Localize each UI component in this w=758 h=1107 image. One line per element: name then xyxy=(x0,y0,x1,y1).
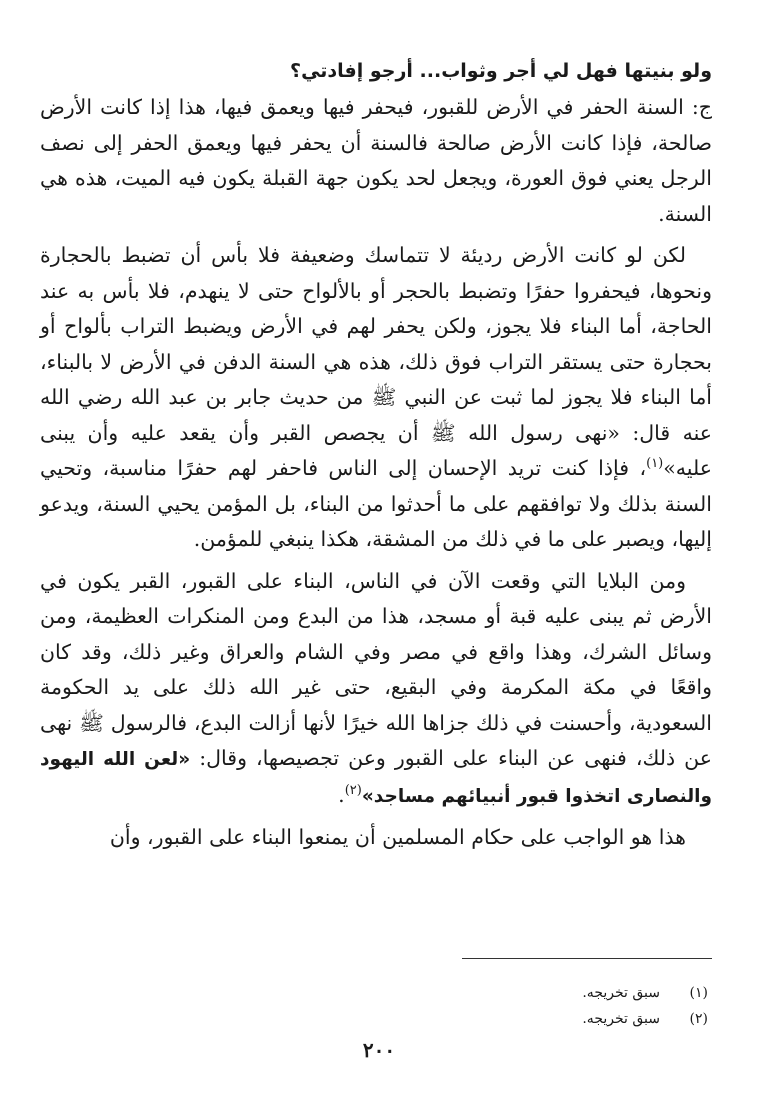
answer-paragraph-4 xyxy=(40,820,712,856)
answer-paragraph-1 xyxy=(40,90,712,232)
text-segment: . xyxy=(338,782,345,807)
footnotes xyxy=(40,980,708,1032)
answer-paragraph-2 xyxy=(40,238,712,558)
footnote-number: (١) xyxy=(689,985,708,1001)
answer-paragraph-3 xyxy=(40,564,712,815)
footnote-text: سبق تخريجه. xyxy=(582,1011,660,1027)
text-segment: ج: السنة الحفر في الأرض للقبور، فيحفر فيها ويعمق فيها، هذا إذا كانت الأرض صالحة، فإذا كانت الأرض صالحة فالسنة أن يحفر فيها ويعمق الحفر إلى نصف الرجل يعني فوق العورة، ويجعل لحد يكون جهة القبلة يكون فيه الميت، هذه هي السنة. xyxy=(40,95,712,226)
footnote-text: سبق تخريجه. xyxy=(582,985,660,1001)
page-number: ٢٠٠ xyxy=(362,1038,396,1062)
footnote-item xyxy=(40,1006,708,1032)
text-segment: لكن لو كانت الأرض رديئة لا تتماسك وضعيفة فلا بأس أن تضبط بالحجارة ونحوها، فيحفروا حفرًا وتضبط بالحجر أو بالألواح حتى لا ينهدم، فلا بأس به عند الحاجة، أما البناء فلا يجوز، ولكن يحفر لهم في الأرض ويضبط التراب بألواح أو بحجارة حتى يستقر التراب فوق ذلك، هذه هي السنة الدفن في الأرض لا بالبناء، أما البناء فلا يجوز لما ثبت عن النبي ﷺ من حديث جابر بن عبد الله رضي الله عنه قال: «نهى رسول الله ﷺ أن يجصص القبر وأن يقعد عليه وأن يبنى عليه» xyxy=(40,243,712,480)
footnote-divider xyxy=(462,958,712,959)
footnote-ref-1: (١) xyxy=(646,456,664,472)
text-segment: هذا هو الواجب على حكام المسلمين أن يمنعوا البناء على القبور، وأن xyxy=(109,825,686,849)
hadith-quote: «لعن الله اليهود والنصارى اتخذوا قبور أنبيائهم مساجد» xyxy=(40,749,712,807)
text-segment: ومن البلايا التي وقعت الآن في الناس، البناء على القبور، القبر يكون في الأرض ثم يبنى عليه قبة أو مسجد، هذا من البدع ومن المنكرات العظيمة، ومن وسائل الشرك، وهذا واقع في مصر وفي الشام والعراق وغير ذلك، وقد كان واقعًا في مكة المكرمة وفي البقيع، حتى غير الله ذلك على يد الحكومة السعودية، وأحسنت في ذلك جزاها الله خيرًا لأنها أزالت البدع، فالرسول ﷺ نهى عن ذلك، فنهى عن البناء على القبور وعن تجصيصها، وقال: xyxy=(40,568,712,770)
footnote-ref-2: (٢) xyxy=(344,782,362,798)
footnote-item xyxy=(40,980,708,1006)
text-segment: ، فإذا كنت تريد الإحسان إلى الناس فاحفر لهم حفرًا مناسبة، وتحيي السنة بذلك ولا توافقهم على ما أحدثوا من البناء، بل المؤمن يحيي السنة، ويدعو إليها، ويصبر على ما في ذلك من المشقة، هكذا ينبغي للمؤمن. xyxy=(40,456,712,551)
page-body xyxy=(40,90,712,856)
footnote-number: (٢) xyxy=(689,1011,708,1027)
question-heading: ولو بنيتها فهل لي أجر وثواب... أرجو إفادتي؟ xyxy=(290,60,712,82)
